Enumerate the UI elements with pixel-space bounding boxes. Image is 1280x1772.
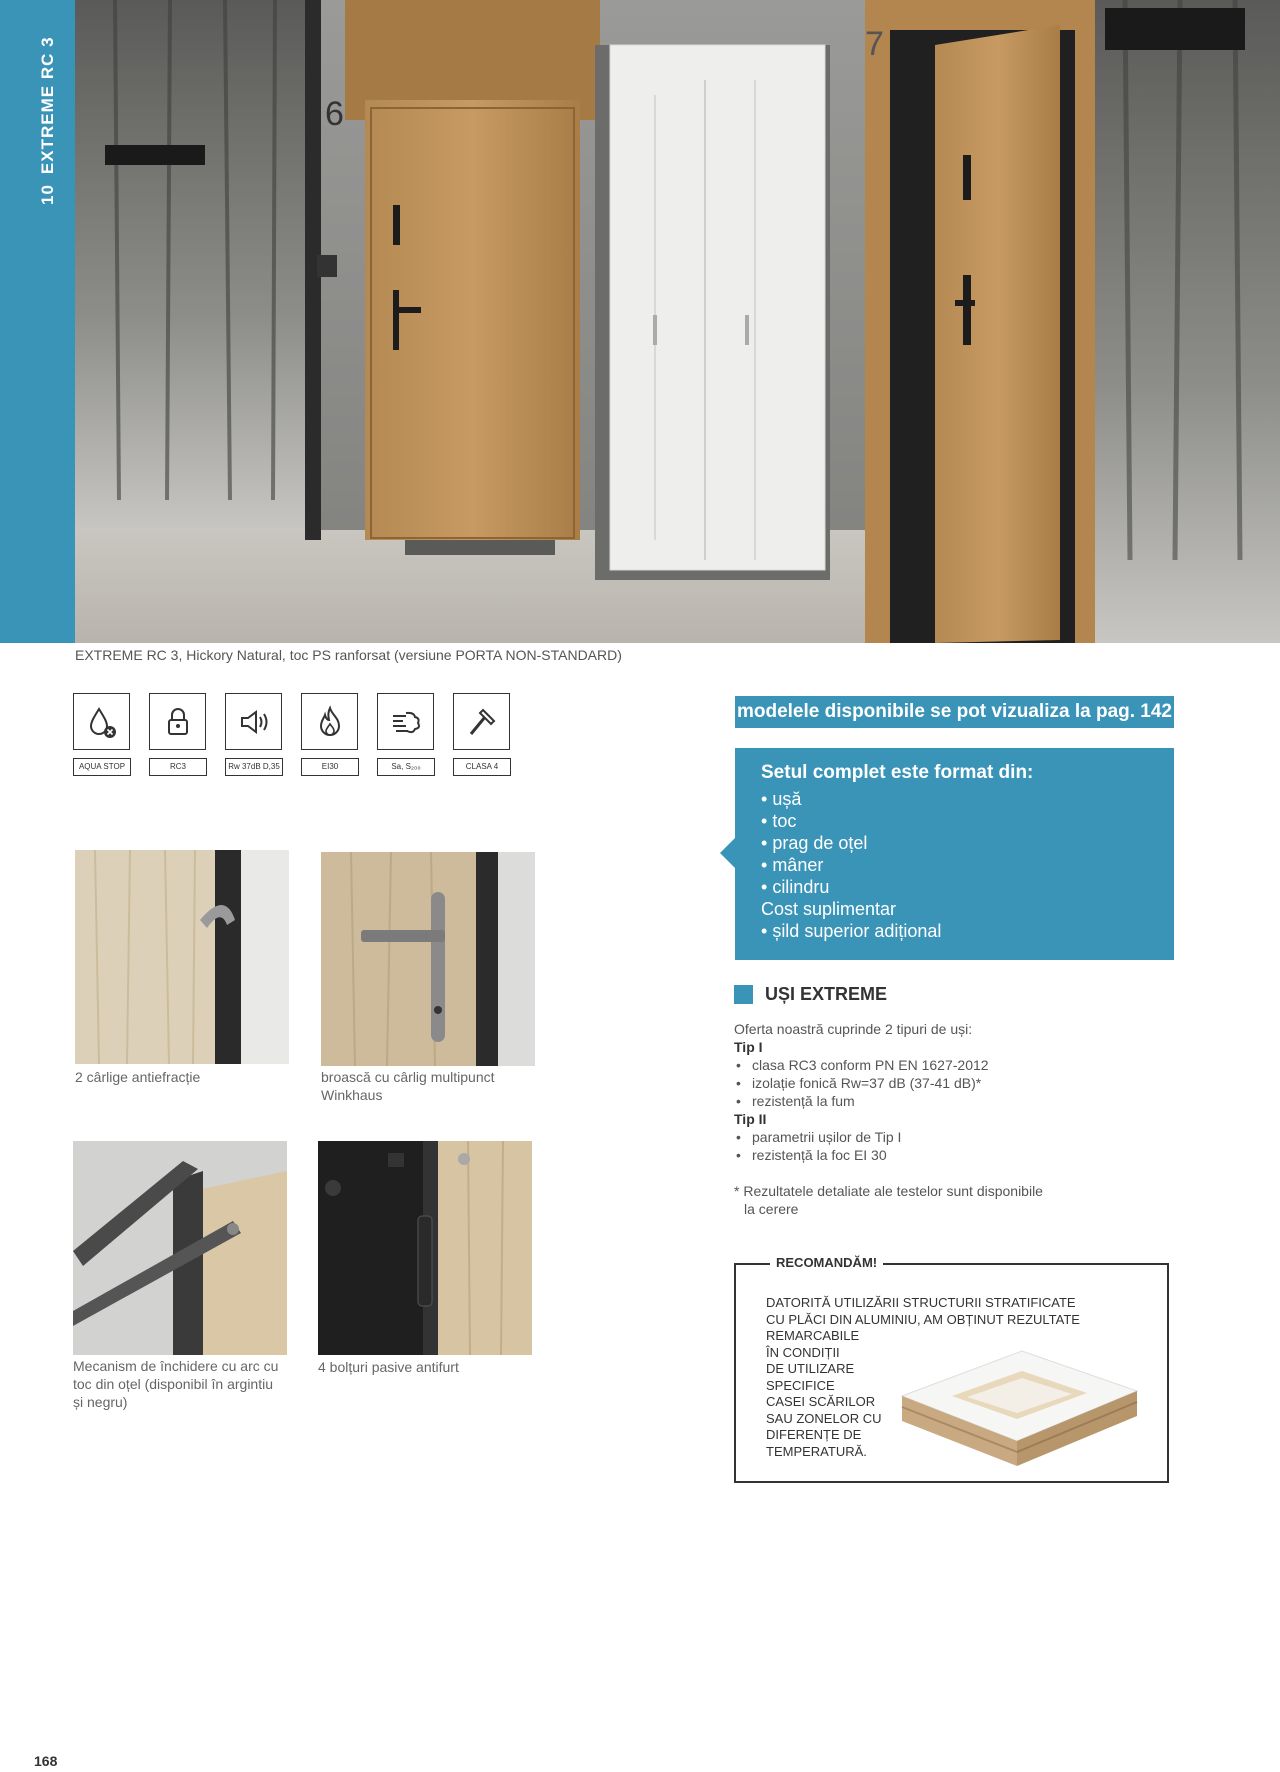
section-heading-text: UȘI EXTREME [765,984,888,1004]
section-title: EXTREME RC 3 [38,36,57,175]
feature-label: Rw 37dB D,35 [225,758,283,776]
extra-item: • șild superior adițional [761,921,942,941]
type1-item: • izolație fonică Rw=37 dB (37-41 dB)* [734,1074,1194,1092]
thumbnail-caption: Mecanism de închidere cu arc cu toc din oțel (disponibil în argintiu și negru) [73,1358,279,1410]
door-number-6: 6 [325,95,344,133]
feature-aqua-stop [73,693,133,776]
feature-class4 [453,693,513,776]
recommend-legend: RECOMANDĂM! [770,1255,883,1270]
feature-label: EI30 [301,758,359,776]
feature-label: Sa, S₂₀₀ [377,758,435,776]
thumbnail-multipoint-lock [321,852,535,1066]
thumbnail-closing-mechanism [73,1141,287,1355]
feature-fire [301,693,361,776]
set-item: • cilindru [761,877,830,897]
speaker-icon [236,704,272,740]
smoke-icon [388,704,424,740]
thumbnail-caption: 4 bolțuri pasive antifurt [318,1359,459,1375]
extra-cost-label: Cost suplimentar [761,899,897,919]
door-number-7: 7 [865,25,884,63]
type1-item: • clasa RC3 conform PN EN 1627-2012 [734,1056,1194,1074]
set-item: • mâner [761,855,824,875]
water-drop-icon [84,704,120,740]
layered-panel-illustration [892,1341,1142,1471]
feature-rc3 [149,693,209,776]
feature-smoke [377,693,437,776]
type1-item: • rezistență la fum [734,1092,1194,1110]
feature-label: CLASA 4 [453,758,511,776]
section-marker [734,985,753,1004]
models-banner: modelele disponibile se pot vizualiza la pag. 142 [735,696,1174,728]
page-number: 168 [34,1753,58,1769]
flame-icon [312,704,348,740]
hero-caption: EXTREME RC 3, Hickory Natural, toc PS ranforsat (versiune PORTA NON-STANDARD) [75,647,622,663]
hammer-icon [464,704,500,740]
section-heading [734,984,887,1005]
thumbnail-caption: 2 cârlige antiefracție [75,1069,201,1085]
feature-label: AQUA STOP [73,758,131,776]
section-side-tab [0,0,75,643]
set-item: • ușă [761,789,802,809]
complete-set-box [735,748,1174,960]
offer-text [734,1020,1194,1218]
offer-intro: Oferta noastră cuprinde 2 tipuri de uși: [734,1021,973,1037]
type2-item: • parametrii ușilor de Tip I [734,1128,1194,1146]
feature-acoustic [225,693,285,776]
set-item: • prag de oțel [761,833,868,853]
thumbnail-caption: broască cu cârlig multipunct Winkhaus [321,1069,495,1103]
hero-photo [75,0,1280,643]
test-results-note: * Rezultatele detaliate ale testelor sunt disponibile la cerere [734,1183,1043,1217]
set-item: • toc [761,811,797,831]
feature-label: RC3 [149,758,207,776]
padlock-icon [160,704,196,740]
side-tab-label [38,36,58,205]
type2-item: • rezistență la foc EI 30 [734,1146,1194,1164]
section-number: 10 [38,184,57,205]
recommend-text: DATORITĂ UTILIZĂRII STRUCTURII STRATIFICATE CU PLĂCI DIN ALUMINIU, AM OBȚINUT REZULTATE REMARCABILE ÎN CONDIȚII DE UTILIZARE SPECIFICE CASEI SCĂRILOR SAU ZONELOR CU DIFERENȚE DE TEMPERATURĂ. [766,1295,1080,1459]
type1-label: Tip I [734,1039,763,1055]
thumbnail-anti-theft-hooks [75,850,289,1064]
type2-label: Tip II [734,1111,767,1127]
complete-set-title: Setul complet este format din: [761,762,1034,783]
recommend-box [734,1255,1169,1483]
thumbnail-passive-bolts [318,1141,532,1355]
